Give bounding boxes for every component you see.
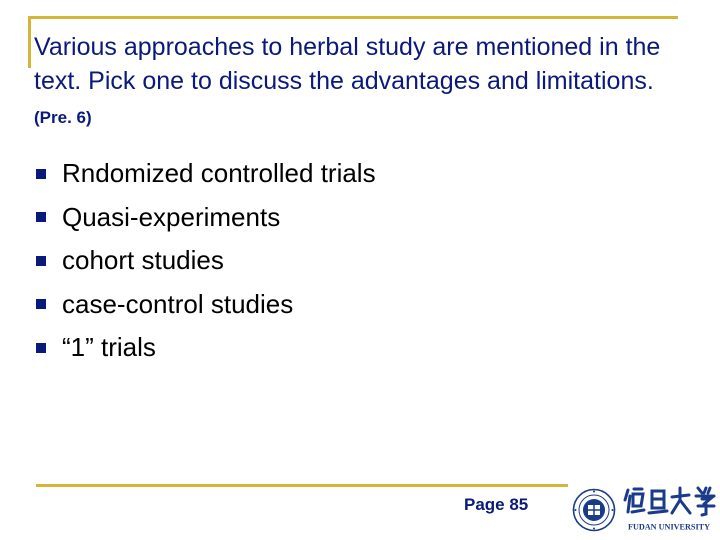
university-wordmark-logo xyxy=(622,484,716,534)
slide-title xyxy=(34,30,694,135)
title-frame-left-line xyxy=(28,16,31,68)
square-bullet-icon xyxy=(36,343,46,353)
list-item-text: Rndomized controlled trials xyxy=(62,158,376,189)
title-text: Various approaches to herbal study are mentioned in the text. Pick one to discuss the advantages and limitations. xyxy=(34,33,661,95)
list-item xyxy=(36,326,376,370)
square-bullet-icon xyxy=(36,212,46,222)
list-item-text: cohort studies xyxy=(62,245,224,276)
footer-divider xyxy=(36,484,568,487)
title-note: (Pre. 6) xyxy=(34,108,92,127)
list-item xyxy=(36,152,376,196)
university-seal-logo xyxy=(572,488,616,532)
square-bullet-icon xyxy=(36,169,46,179)
title-frame-top-line xyxy=(28,16,678,19)
list-item xyxy=(36,239,376,283)
square-bullet-icon xyxy=(36,256,46,266)
logo-caption: FUDAN UNIVERSITY xyxy=(627,522,711,532)
list-item-text: “1” trials xyxy=(62,332,156,363)
list-item-text: Quasi-experiments xyxy=(62,201,281,232)
page-number: Page 85 xyxy=(464,495,529,514)
list-item-text: case-control studies xyxy=(62,288,294,319)
square-bullet-icon xyxy=(36,299,46,309)
bullet-list xyxy=(36,152,376,370)
list-item xyxy=(36,283,376,327)
list-item xyxy=(36,196,376,240)
